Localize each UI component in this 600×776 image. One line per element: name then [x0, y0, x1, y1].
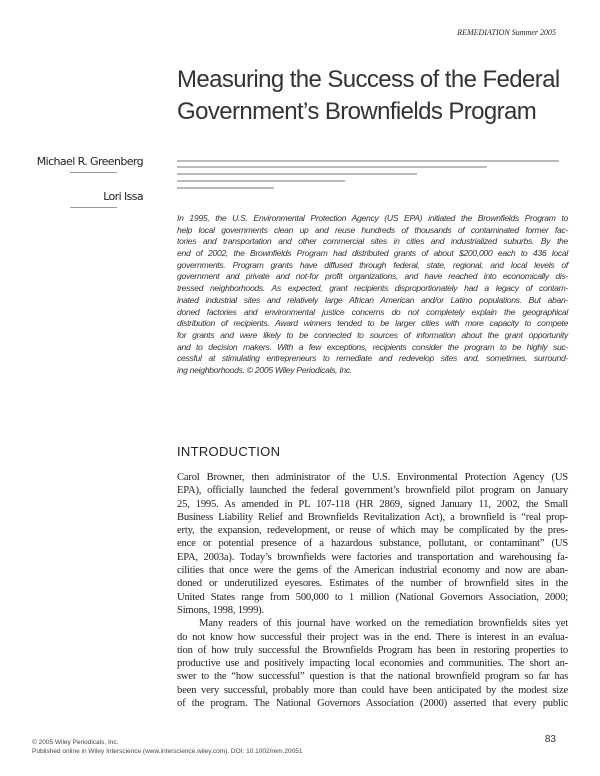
paragraph: [177, 471, 568, 617]
footer: [32, 738, 302, 756]
text-line: doned factories and environmental justice concerns do not completely explain the geographical: [177, 306, 568, 317]
text-line: governments. Program grants have diffused through federal, state, regional, and local levels of: [177, 259, 568, 270]
text-line: tories and transportation and other commercial sites in cities and industrialized suburbs. By the: [177, 236, 568, 247]
paragraph: [177, 617, 568, 710]
text-line: do not know how successful their project was in the end. There is interest in an evalua-: [177, 631, 568, 643]
decorative-rule: [177, 187, 274, 189]
section-heading: INTRODUCTION: [177, 444, 281, 459]
text-line: erty, the expansion, redevelopment, or reuse of which may be complicated by the pres-: [177, 525, 568, 537]
text-line: been very successful, probably more than could have been anticipated by the modest size: [177, 684, 568, 696]
text-line: tion of how truly successful the Brownfields Program has been in restoring properties to: [177, 644, 568, 656]
author-name: Michael R. Greenberg: [36, 155, 143, 168]
text-line: ence or potential presence of a hazardous substance, pollutant, or contaminant” (US: [177, 538, 568, 550]
publication-info: Published online in Wiley Interscience (www.interscience.wiley.com). DOI: 10.1002/rem.20051: [32, 748, 303, 755]
text-line: Carol Browner, then administrator of the U.S. Environmental Protection Agency (US: [177, 472, 568, 483]
author-name: Lori Issa: [103, 190, 143, 203]
journal-name: REMEDIATION: [457, 28, 510, 37]
text-line: cilities that once were the gems of the American industrial economy and now are aban-: [177, 565, 568, 577]
text-line: Business Liability Relief and Brownfields Revitalization Act), a brownfield is “real prop-: [177, 511, 568, 523]
decorative-rule: [177, 180, 345, 182]
text-line: EPA), officially launched the federal government’s brownfield pilot program on January: [177, 485, 568, 497]
text-line: tressed neighborhoods. As expected, grant recipients disproportionately had a legacy of contam-: [177, 283, 568, 294]
text-line: for grants and were likely to be connected to sources of information about the grant opportunity: [177, 329, 568, 340]
text-line: Many readers of this journal have worked on the remediation brownfields sites yet: [199, 618, 568, 630]
article-title: [177, 64, 560, 128]
text-line: government and private and not-for profit organizations, and have reached into economically dis-: [177, 271, 568, 282]
abstract: [177, 213, 568, 377]
text-line: ing neighborhoods. © 2005 Wiley Periodicals, Inc.: [177, 364, 352, 375]
decorative-rule: [177, 160, 559, 162]
author-underline: [70, 172, 117, 173]
text-line: and to decision makers. With a few exceptions, recipients consider the program to be highly suc-: [177, 341, 568, 352]
text-line: doned or underutilized eyesores. Estimates of the number of brownfield sites in the: [177, 578, 568, 590]
text-line: of the program. The National Governors Association (2000) asserted that every public: [177, 698, 568, 710]
text-line: EPA, 2003a). Today’s brownfields were factories and transportation and warehousing fa-: [177, 551, 568, 563]
text-line: inated industrial sites and relatively large African American and/or Latino populations. But aban-: [177, 294, 568, 305]
title-line: Government’s Brownfields Program: [177, 98, 537, 125]
text-line: productive use and positively impacting local economies and communities. The short an-: [177, 658, 568, 670]
text-line: United States range from 500,000 to 1 million (National Governors Association, 2000;: [177, 591, 568, 603]
running-head: [457, 28, 556, 37]
text-line: Simons, 1998, 1999).: [177, 604, 264, 616]
text-line: swer to the “how successful” question is that the national brownfield program so far has: [177, 671, 568, 683]
issue: Summer 2005: [511, 28, 556, 37]
title-line: Measuring the Success of the Federal: [177, 66, 560, 93]
text-line: In 1995, the U.S. Environmental Protection Agency (US EPA) initiated the Brownfields Program to: [177, 213, 568, 223]
text-line: 25, 1995. As amended in PL 107-118 (HR 2869, signed January 11, 2002, the Small: [177, 498, 568, 510]
text-line: help local governments clean up and reuse hundreds of thousands of contaminated former fac-: [177, 224, 568, 235]
decorative-rule: [177, 166, 487, 168]
decorative-rule: [177, 173, 417, 175]
author-underline: [70, 207, 117, 208]
body-text: [177, 471, 568, 710]
text-line: end of 2002, the Brownfields Program had distributed grants of about $200,000 each to 436 local: [177, 248, 568, 259]
text-line: cessful at stimulating entrepreneurs to remediate and redevelop sites and, sometimes, surround-: [177, 353, 568, 364]
page-number: 83: [544, 734, 556, 745]
text-line: distribution of recipients. Award winners tended to be larger cities with more capacity to compete: [177, 318, 568, 329]
copyright: © 2005 Wiley Periodicals, Inc.: [32, 739, 119, 746]
